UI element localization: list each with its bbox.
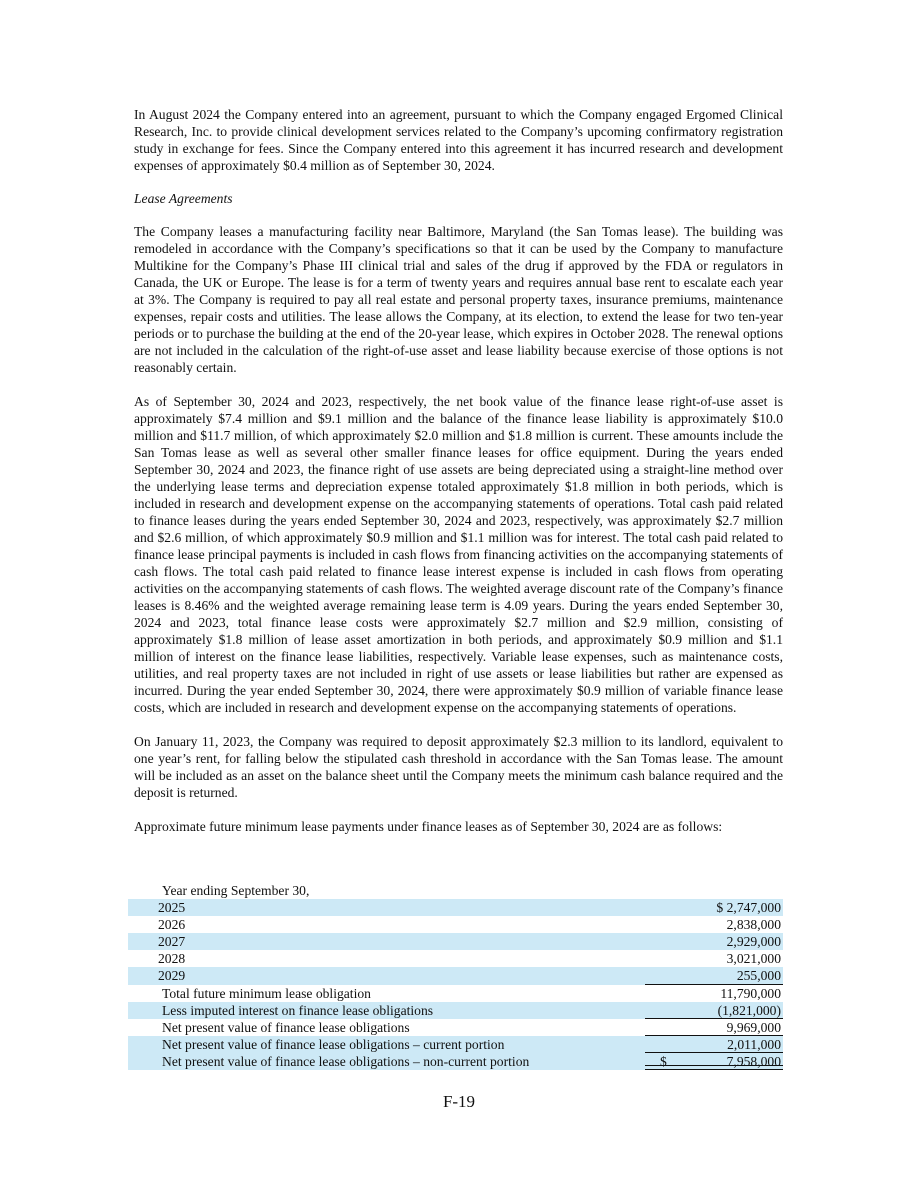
table-row-total: [128, 985, 783, 1002]
row-label: 2026: [158, 917, 186, 933]
table-row: [128, 950, 783, 967]
currency-symbol: $: [660, 1053, 667, 1069]
table-row: [128, 899, 783, 916]
table-row: [128, 916, 783, 933]
table-row-current-portion: [128, 1036, 783, 1053]
table-row: [128, 967, 783, 984]
document-body: [134, 106, 783, 849]
table-row-imputed-interest: [128, 1002, 783, 1019]
paragraph-ergomed-agreement: In August 2024 the Company entered into an agreement, pursuant to which the Company engaged Ergomed Clinical Research, Inc. to provide clinical development services related to the Company’s upcoming confirmatory registration study in exchange for fees. Since the Company entered into this agreement it has incurred research and development expenses of approximately $0.4 million as of September 30, 2024.: [134, 107, 783, 173]
paragraph-san-tomas-lease: The Company leases a manufacturing facility near Baltimore, Maryland (the San Tomas lease). The building was remodeled in accordance with the Company’s specifications so that it can be used by the Company to manufacture Multikine for the Company’s Phase III clinical trial and sales of the drug if approved by the FDA or regulators in Canada, the UK or Europe. The lease is for a term of twenty years and requires annual base rent to escalate each year at 3%. The Company is required to pay all real estate and personal property taxes, insurance premiums, maintenance expenses, repair costs and utilities. The lease allows the Company, at its election, to extend the lease for two ten-year periods or to purchase the building at the end of the 20-year lease, which expires in October 2028. The renewal options are not included in the calculation of the right-of-use asset and lease liability because exercise of those options is not reasonably certain.: [134, 224, 783, 375]
row-amount: 3,021,000: [726, 951, 781, 967]
row-amount: 11,790,000: [720, 985, 781, 1001]
row-amount: 2,011,000: [727, 1036, 781, 1052]
row-label: 2029: [158, 968, 186, 984]
lease-payments-table: [128, 882, 783, 1070]
table-row-npv: [128, 1019, 783, 1036]
row-amount: 255,000: [736, 968, 781, 984]
page-number: F-19: [442, 1092, 476, 1111]
row-label: Net present value of finance lease obligations – current portion: [162, 1036, 505, 1052]
paragraph-table-intro: Approximate future minimum lease payments under finance leases as of September 30, 2024 are as follows:: [134, 819, 723, 834]
total-double-rule: [645, 1065, 783, 1070]
table-caption-row: [128, 882, 783, 899]
row-amount: (1,821,000): [717, 1002, 781, 1018]
row-label: Total future minimum lease obligation: [162, 985, 371, 1001]
row-label: Less imputed interest on finance lease obligations: [162, 1002, 434, 1018]
row-label: 2028: [158, 951, 186, 967]
row-amount: 2,929,000: [726, 934, 781, 950]
row-label: 2025: [158, 900, 186, 916]
table-caption: Year ending September 30,: [162, 883, 310, 898]
paragraph-finance-lease-details: As of September 30, 2024 and 2023, respectively, the net book value of the finance lease right-of-use asset is approximately $7.4 million and $9.1 million and the balance of the finance lease liability is approximately $10.0 million and $11.7 million, of which approximately $2.0 million and $1.8 million is current. These amounts include the San Tomas lease as well as several other smaller finance leases for office equipment. During the years ended September 30, 2024 and 2023, the finance right of use assets are being depreciated using a straight-line method over the underlying lease terms and depreciation expense totaled approximately $1.8 million in both periods, which is included in research and development expense on the accompanying statements of operations. Total cash paid related to finance leases during the years ended September 30, 2024 and 2023, respectively, was approximately $2.7 million and $2.6 million, of which approximately $0.9 million and $1.1 million was for interest. The total cash paid related to finance lease principal payments is included in cash flows from financing activities on the accompanying statements of cash flows. The total cash paid related to finance lease interest expense is included in cash flows from operating activities on the accompanying statements of cash flows. The weighted average discount rate of the Company’s finance leases is 8.46% and the weighted average remaining lease term is 4.09 years. During the years ended September 30, 2024 and 2023, total finance lease costs were approximately $2.7 million and $2.9 million, consisting of approximately $1.8 million of lease asset amortization in both periods, and approximately $0.9 million and $1.1 million of interest on the finance lease liabilities, respectively. Variable lease expenses, such as maintenance costs, utilities, and real property taxes are not included in right of use assets or lease liabilities but rather are expensed as incurred. During the year ended September 30, 2024, there were approximately $0.9 million of variable finance lease costs, which are included in research and development expense on the accompanying statements of operations.: [134, 394, 783, 715]
table-row: [128, 933, 783, 950]
row-label: Net present value of finance lease obligations: [162, 1019, 410, 1035]
row-amount: 2,838,000: [726, 917, 781, 933]
table-row-noncurrent-portion: [128, 1053, 783, 1070]
row-label: Net present value of finance lease obligations – non-current portion: [162, 1053, 530, 1069]
row-amount: $ 2,747,000: [716, 900, 781, 916]
row-amount: 7,958,000: [726, 1053, 781, 1069]
row-label: 2027: [158, 934, 186, 950]
row-amount: 9,969,000: [726, 1019, 781, 1035]
section-heading-lease-agreements: Lease Agreements: [134, 191, 233, 206]
paragraph-deposit: On January 11, 2023, the Company was required to deposit approximately $2.3 million to its landlord, equivalent to one year’s rent, for falling below the stipulated cash threshold in accordance with the San Tomas lease. The amount will be included as an asset on the balance sheet until the Company meets the minimum cash balance required and the deposit is returned.: [134, 734, 783, 800]
